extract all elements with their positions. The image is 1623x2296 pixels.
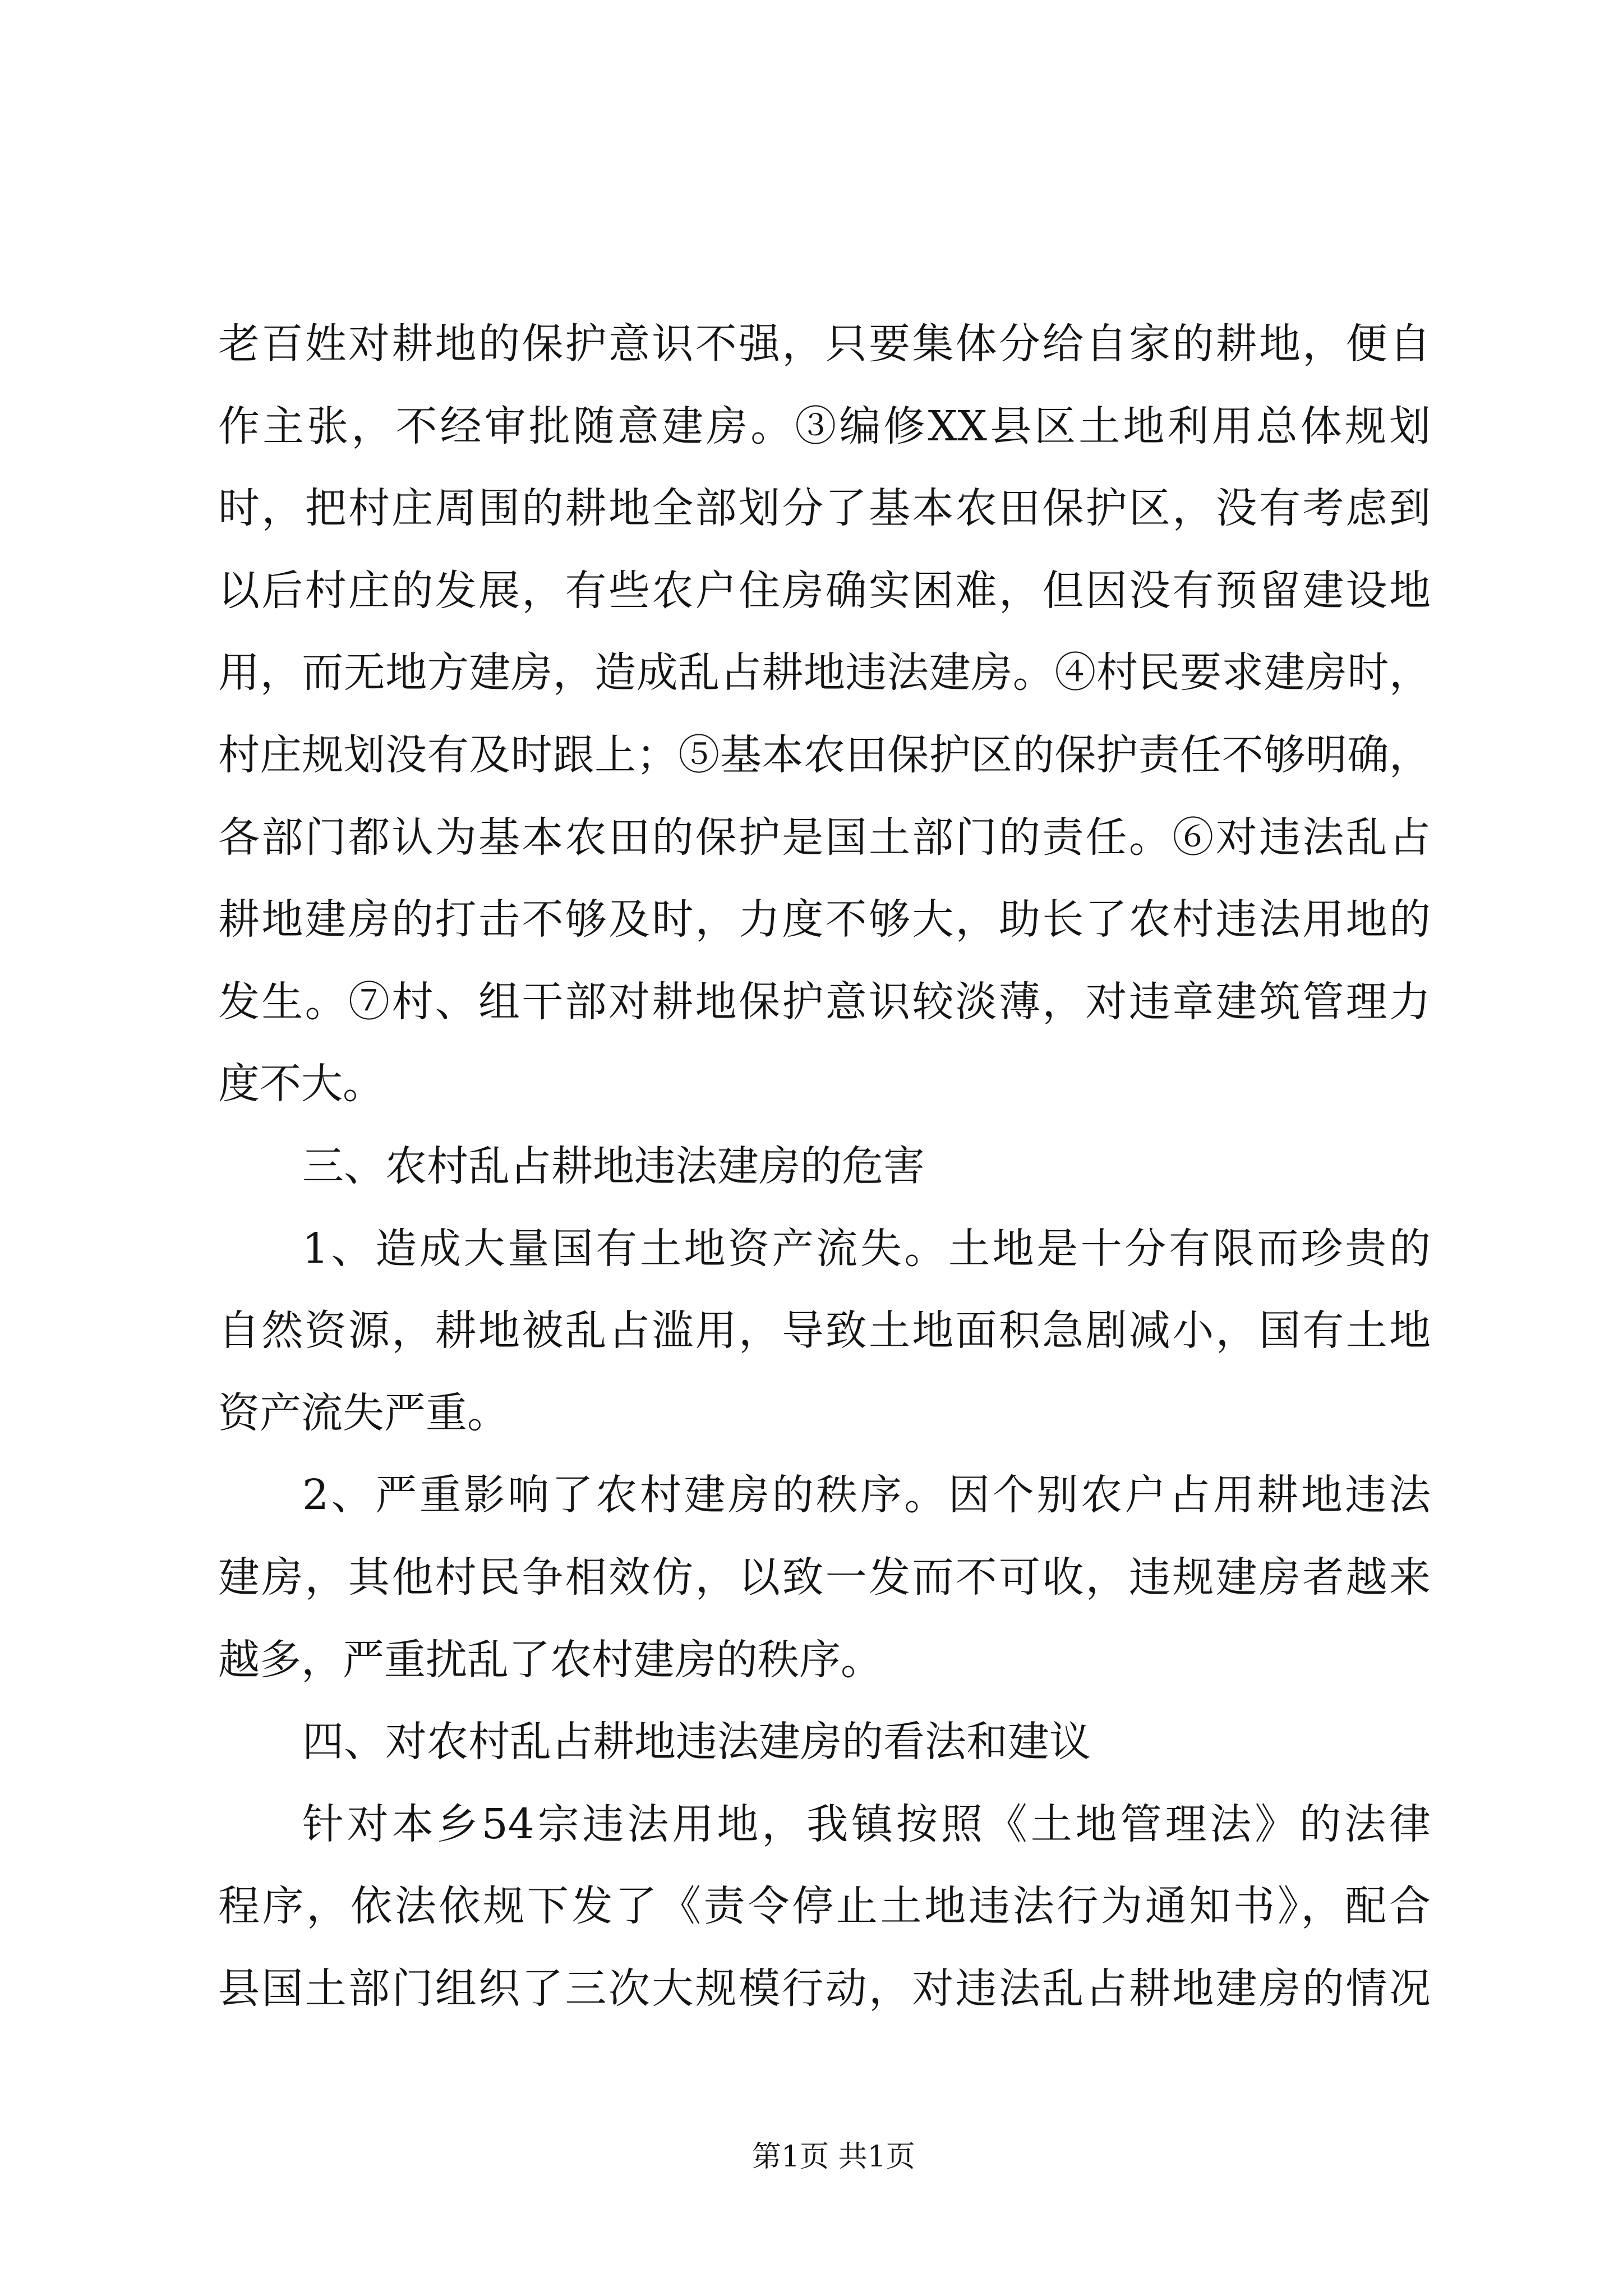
text-line: 度不大。 xyxy=(218,1060,384,1108)
text-line: 耕地建房的打击不够及时，力度不够大，助长了农村违法用地的 xyxy=(218,895,1431,944)
text-line: 资产流失严重。 xyxy=(218,1388,509,1437)
text-line: 发生。⑦村、组干部对耕地保护意识较淡薄，对违章建筑管理力 xyxy=(218,977,1431,1026)
section-heading xyxy=(218,1701,1431,1783)
paragraph xyxy=(218,303,1431,1125)
text-line: 建房，其他村民争相效仿，以致一发而不可收，违规建房者越来 xyxy=(218,1553,1431,1602)
text-line: 作主张，不经审批随意建房。③编修XX县区土地利用总体规划 xyxy=(218,402,1431,450)
text-line: 用，而无地方建房，造成乱占耕地违法建房。④村民要求建房时， xyxy=(218,648,1431,697)
paragraph xyxy=(218,1208,1431,1455)
text-line: 越多，严重扰乱了农村建房的秩序。 xyxy=(218,1635,882,1684)
paragraph xyxy=(218,1783,1431,2030)
text-line: 县国土部门组织了三次大规模行动，对违法乱占耕地建房的情况 xyxy=(218,1964,1431,2013)
text-line: 2、严重影响了农村建房的秩序。因个别农户占用耕地违法 xyxy=(302,1471,1431,1520)
text-line: 时，把村庄周围的耕地全部划分了基本农田保护区，没有考虑到 xyxy=(218,484,1431,533)
paragraph xyxy=(218,1454,1431,1701)
section-heading xyxy=(218,1125,1431,1208)
document-body xyxy=(218,303,1431,2030)
text-line: 1、造成大量国有土地资产流失。土地是十分有限而珍贵的 xyxy=(302,1224,1431,1273)
heading-text: 三、农村乱占耕地违法建房的危害 xyxy=(302,1142,925,1190)
text-line: 村庄规划没有及时跟上；⑤基本农田保护区的保护责任不够明确， xyxy=(218,730,1431,779)
heading-text: 四、对农村乱占耕地违法建房的看法和建议 xyxy=(302,1718,1091,1766)
text-line: 老百姓对耕地的保护意识不强，只要集体分给自家的耕地，便自 xyxy=(218,320,1431,368)
text-line: 针对本乡54宗违法用地，我镇按照《土地管理法》的法律 xyxy=(302,1800,1431,1848)
page-number-footer: 第1页 共1页 xyxy=(752,2140,915,2174)
text-line: 以后村庄的发展，有些农户住房确实困难，但因没有预留建设地 xyxy=(218,566,1431,615)
text-line: 程序，依法依规下发了《责令停止土地违法行为通知书》，配合 xyxy=(218,1882,1431,1931)
text-line: 自然资源，耕地被乱占滥用，导致土地面积急剧减小，国有土地 xyxy=(218,1306,1431,1355)
text-line: 各部门都认为基本农田的保护是国土部门的责任。⑥对违法乱占 xyxy=(218,813,1431,862)
